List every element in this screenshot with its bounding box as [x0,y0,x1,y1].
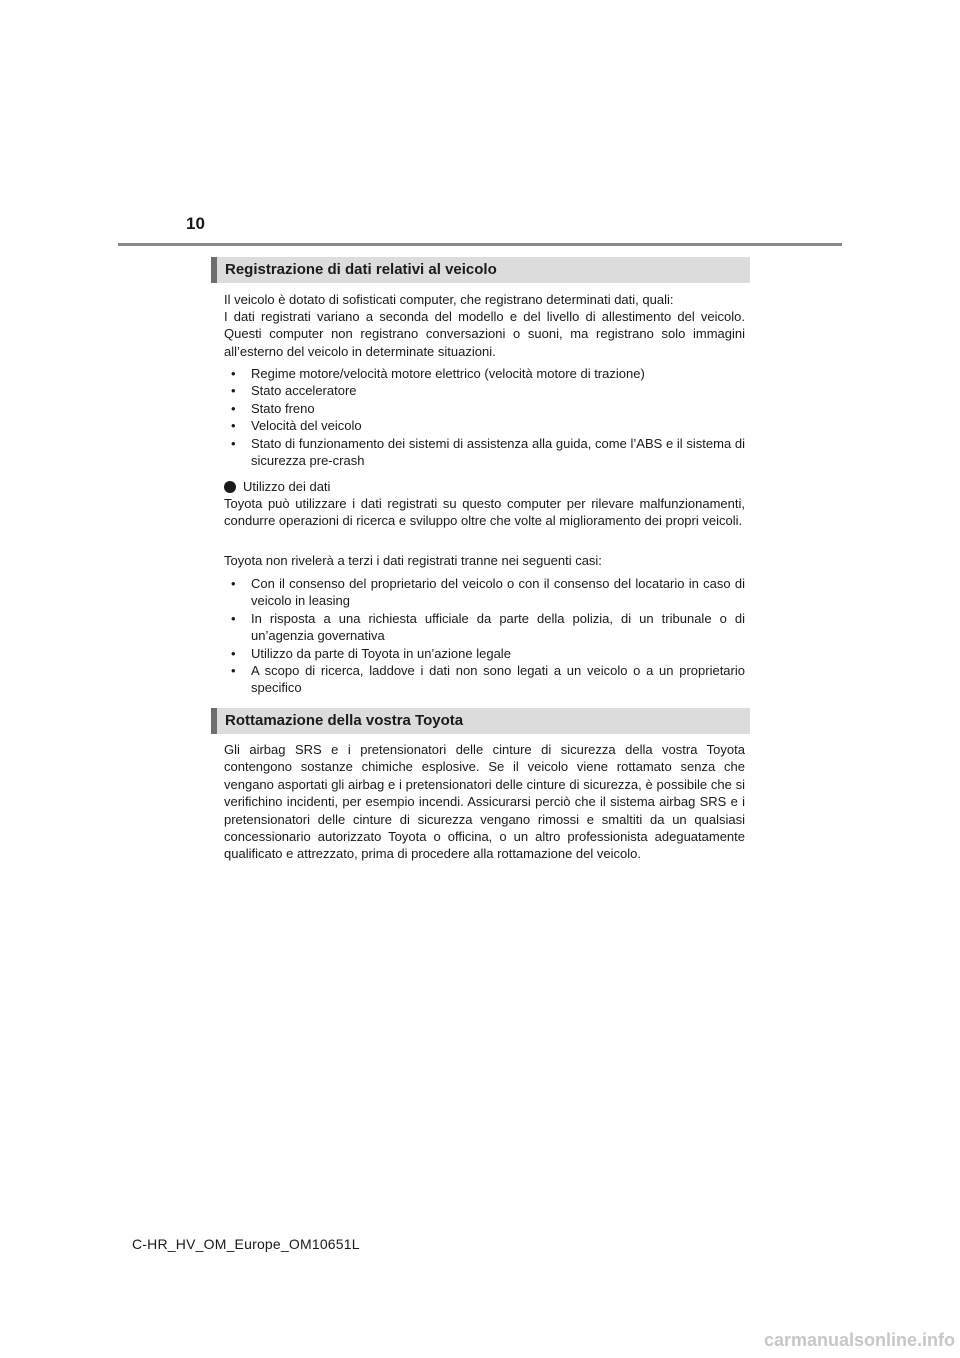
disclosure-list [224,575,745,697]
list-item: • Velocità del veicolo [224,417,745,434]
section-heading-disposal [211,708,750,734]
disclosure-intro: Toyota non rivelerà a terzi i dati registrati tranne nei seguenti casi: [224,553,602,568]
footer-document-code: C-HR_HV_OM_Europe_OM10651L [132,1236,360,1252]
section-heading-data-recording [211,257,750,283]
header-rule [118,243,842,246]
list-item: • Con il consenso del proprietario del veicolo o con il consenso del locatario in caso di veicolo in leasing [224,575,745,610]
disposal-text: Gli airbag SRS e i pretensionatori delle cinture di sicurezza della vostra Toyota contengono sostanze chimiche esplosive. Se il veicolo viene rottamato senza che vengano asportati gli airbag e i pretensionatori delle cinture di sicurezza, è possibile che si verifichino incidenti, per esempio incendi. Assicurarsi perciò che il sistema airbag SRS e i pretensionatori delle cinture di sicurezza vengano rimossi e smaltiti da un qualsiasi concessionario autorizzato Toyota o officina, o un altro professionista adeguatamente qualificato e attrezzato, prima di procedere alla rottamazione del veicolo. [224,742,745,862]
subsection-title: Utilizzo dei dati [243,479,331,494]
list-item: • Utilizzo da parte di Toyota in un’azione legale [224,645,745,662]
list-item: • Stato freno [224,400,745,417]
list-item: • In risposta a una richiesta ufficiale da parte della polizia, di un tribunale o di un’agenzia governativa [224,610,745,645]
section-heading-label: Registrazione di dati relativi al veicolo [225,261,497,278]
list-item: • Stato acceleratore [224,382,745,399]
intro-text: Il veicolo è dotato di sofisticati computer, che registrano determinati dati, quali: [224,292,674,307]
list-item: • Stato di funzionamento dei sistemi di assistenza alla guida, come l’ABS e il sistema di sicurezza pre-crash [224,435,745,470]
data-usage-text: Toyota può utilizzare i dati registrati su questo computer per rilevare malfunzionamenti, condurre operazioni di ricerca e sviluppo oltre che volte al miglioramento dei propri veicoli. [224,496,745,529]
list-item: • Regime motore/velocità motore elettrico (velocità motore di trazione) [224,365,745,382]
data-variation-paragraph: I dati registrati variano a seconda del modello e del livello di allestimento del veicolo. Questi computer non registrano conversazioni o suoni, ma registrano solo immagini all’esterno del veicolo in determinate situazioni. [224,309,745,359]
page-number: 10 [186,214,205,233]
recorded-data-list [224,365,745,469]
circle-bullet-icon [224,481,236,493]
watermark: carmanualsonline.info [764,1322,960,1358]
list-item: • A scopo di ricerca, laddove i dati non sono legati a un veicolo o a un proprietario specifico [224,662,745,697]
section-heading-label: Rottamazione della vostra Toyota [225,712,464,729]
